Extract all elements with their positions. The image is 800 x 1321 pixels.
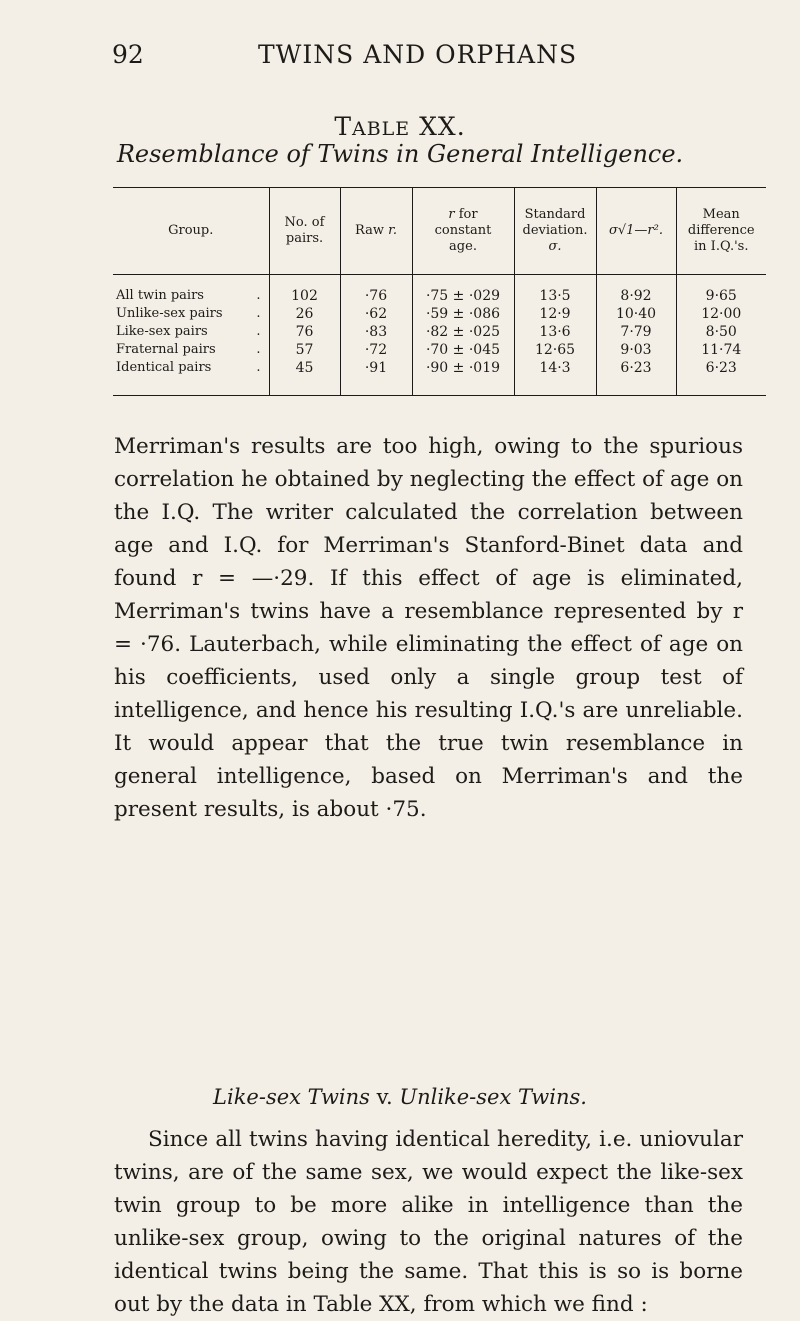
cell-pairs: 102 (269, 275, 340, 306)
cell-raw-r: ·83 (340, 323, 412, 341)
cell-sigma: 6·23 (596, 359, 676, 396)
cell-group: Unlike-sex pairs . (116, 306, 261, 321)
cell-r-constant-age: ·75 ± ·029 (412, 275, 514, 306)
table-row (113, 341, 766, 359)
cell-standard-deviation: 13·6 (514, 323, 596, 341)
header-mean-difference: Mean difference in I.Q.'s. (676, 188, 766, 275)
cell-r-constant-age: ·70 ± ·045 (412, 341, 514, 359)
header-standard-deviation: Standard deviation. σ. (514, 188, 596, 275)
table-row (113, 275, 766, 306)
cell-pairs: 76 (269, 323, 340, 341)
cell-group: Fraternal pairs . (116, 342, 261, 357)
cell-pairs: 26 (269, 305, 340, 323)
cell-standard-deviation: 12·9 (514, 305, 596, 323)
cell-r-constant-age: ·59 ± ·086 (412, 305, 514, 323)
cell-mean-difference: 12·00 (676, 305, 766, 323)
cell-pairs: 57 (269, 341, 340, 359)
header-group: Group. (113, 188, 269, 275)
subheading-versus: v. (376, 1085, 393, 1109)
subheading-part-2: Unlike-sex Twins. (399, 1085, 587, 1109)
cell-group: All twin pairs . (116, 288, 261, 303)
header-r-constant-age: r for constant age. (412, 188, 514, 275)
cell-standard-deviation: 12·65 (514, 341, 596, 359)
header-raw-r: Raw r. (340, 188, 412, 275)
table-title-number: XX. (419, 112, 466, 141)
table-row (113, 305, 766, 323)
table-row (113, 359, 766, 396)
cell-standard-deviation: 13·5 (514, 275, 596, 306)
cell-standard-deviation: 14·3 (514, 359, 596, 396)
subheading-part-1: Like-sex Twins (213, 1085, 370, 1109)
cell-group: Like-sex pairs . (116, 324, 261, 339)
page-number: 92 (112, 40, 144, 69)
cell-pairs: 45 (269, 359, 340, 396)
cell-sigma: 8·92 (596, 275, 676, 306)
cell-r-constant-age: ·82 ± ·025 (412, 323, 514, 341)
intelligence-table (113, 187, 766, 396)
table-title-initial: T (334, 112, 352, 141)
running-head: TWINS AND ORPHANS (258, 40, 578, 69)
cell-group: Identical pairs . (116, 360, 261, 375)
cell-raw-r: ·91 (340, 359, 412, 396)
cell-raw-r: ·72 (340, 341, 412, 359)
cell-mean-difference: 9·65 (676, 275, 766, 306)
table-title (0, 112, 800, 141)
header-sigma-formula: σ√1—r². (596, 188, 676, 275)
table-caption: Resemblance of Twins in General Intelligence. (116, 140, 684, 168)
header-pairs: No. of pairs. (269, 188, 340, 275)
section-subheading (0, 1085, 800, 1109)
cell-raw-r: ·76 (340, 275, 412, 306)
cell-sigma: 9·03 (596, 341, 676, 359)
table-header-row (113, 188, 766, 275)
cell-r-constant-age: ·90 ± ·019 (412, 359, 514, 396)
cell-mean-difference: 6·23 (676, 359, 766, 396)
cell-raw-r: ·62 (340, 305, 412, 323)
body-paragraph-1: Merriman's results are too high, owing to the spurious correlation he obtained by neglecting the effect of age on the I.Q. The writer calculated the correlation between age and I.Q. for Merriman's Stanford-Binet data and found r = —·29. If this effect of age is eliminated, Merriman's twins have a resemblance represented by r = ·76. Lauterbach, while eliminating the effect of age on his coefficients, used only a single group test of intelligence, and hence his resulting I.Q.'s are unreliable. It would appear that the true twin resemblance in general intelligence, based on Merriman's and the present results, is about ·75. (114, 434, 743, 822)
cell-mean-difference: 11·74 (676, 341, 766, 359)
table-title-rest: ABLE (352, 118, 411, 140)
body-paragraph-2: Since all twins having identical heredity, i.e. uniovular twins, are of the same sex, we would expect the like-sex twin group to be more alike in intelligence than the unlike-sex group, owing to the original natures of the identical twins being the same. That this is so is borne out by the data in Table XX, from which we find : (114, 1127, 743, 1317)
cell-sigma: 10·40 (596, 305, 676, 323)
cell-sigma: 7·79 (596, 323, 676, 341)
cell-mean-difference: 8·50 (676, 323, 766, 341)
table-row (113, 323, 766, 341)
